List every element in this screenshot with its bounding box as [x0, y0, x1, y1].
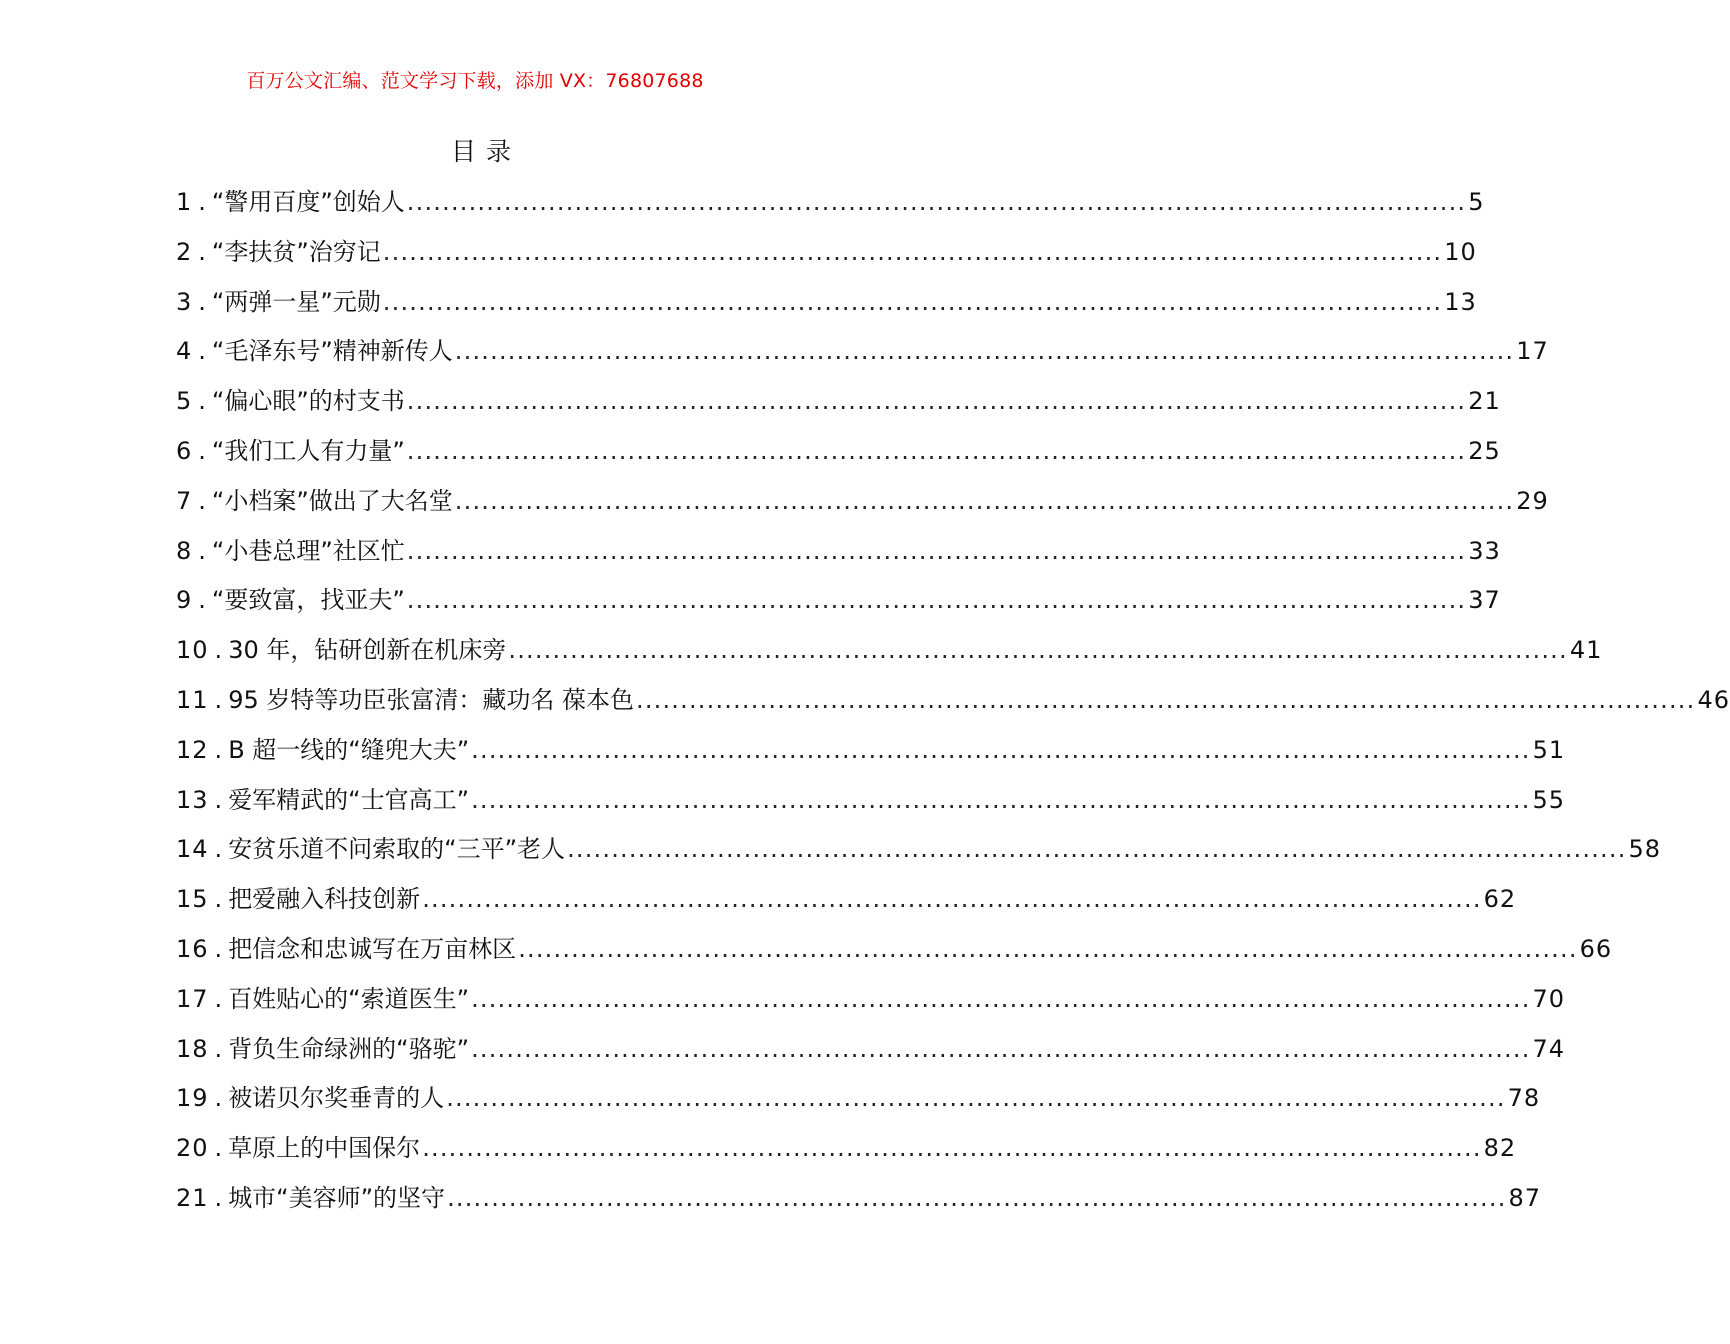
- toc-entry-leader-dots: ........................................................................................................................: [635, 685, 1696, 714]
- toc-entry[interactable]: [176, 726, 1566, 776]
- toc-entry-page-number: 5: [1468, 188, 1485, 216]
- toc-entry-title: 把爱融入科技创新: [228, 885, 421, 914]
- toc-entry-page-number: 87: [1508, 1183, 1542, 1212]
- toc-entry-leader-dots: ........................................................................................................................: [471, 1034, 1531, 1063]
- toc-entry-page-number: 78: [1507, 1084, 1541, 1113]
- toc-entry[interactable]: [176, 1174, 1542, 1224]
- toc-entry-page-number: 82: [1483, 1134, 1517, 1163]
- toc-entry-number: 2: [176, 237, 193, 266]
- toc-entry-title: “我们工人有力量”: [211, 436, 405, 465]
- toc-entry-title: “要致富，找亚夫”: [211, 586, 405, 615]
- toc-entry[interactable]: [176, 1025, 1566, 1075]
- toc-entry-page-number: 13: [1444, 287, 1477, 316]
- toc-entry-number: 19: [176, 1084, 209, 1113]
- table-of-contents: [176, 178, 1730, 1224]
- toc-entry-leader-dots: ........................................................................................................................: [471, 984, 1531, 1013]
- toc-entry-separator: .: [214, 1084, 223, 1113]
- toc-entry-title: 95 岁特等功臣张富清：藏功名 葆本色: [228, 685, 634, 714]
- toc-entry-page-number: 37: [1468, 586, 1501, 615]
- toc-entry[interactable]: [176, 975, 1566, 1025]
- toc-entry-number: 4: [176, 337, 193, 366]
- toc-entry-leader-dots: ........................................................................................................................: [454, 486, 1515, 515]
- toc-entry-separator: .: [198, 337, 206, 366]
- toc-entry-separator: .: [214, 1134, 223, 1163]
- toc-entry[interactable]: [176, 278, 1477, 328]
- toc-entry-page-number: 29: [1516, 486, 1549, 515]
- toc-entry-title: 草原上的中国保尔: [228, 1134, 421, 1163]
- toc-entry-leader-dots: ........................................................................................................................: [382, 287, 1443, 316]
- toc-entry-leader-dots: ........................................................................................................................: [406, 188, 1467, 216]
- toc-entry-title: “小巷总理”社区忙: [211, 536, 405, 565]
- toc-entry-separator: .: [198, 536, 206, 565]
- toc-entry-separator: .: [214, 735, 223, 764]
- toc-entry[interactable]: [176, 825, 1662, 875]
- toc-entry-number: 12: [176, 735, 209, 764]
- toc-entry-separator: .: [214, 984, 223, 1013]
- toc-entry-leader-dots: ........................................................................................................................: [406, 387, 1467, 416]
- toc-entry-leader-dots: ........................................................................................................................: [471, 785, 1531, 814]
- toc-entry-page-number: 66: [1579, 934, 1613, 963]
- toc-entry-page-number: 41: [1569, 636, 1603, 665]
- toc-entry-page-number: 55: [1532, 785, 1566, 814]
- toc-entry-number: 8: [176, 536, 193, 565]
- toc-entry-title: 把信念和忠诚写在万亩林区: [228, 934, 517, 963]
- toc-entry-separator: .: [198, 486, 206, 515]
- toc-entry-number: 21: [176, 1183, 209, 1212]
- toc-entry-number: 17: [176, 984, 209, 1013]
- toc-entry[interactable]: [176, 527, 1501, 577]
- toc-entry-page-number: 25: [1468, 436, 1501, 465]
- toc-entry-number: 6: [176, 436, 193, 465]
- toc-entry-title: 被诺贝尔奖垂青的人: [228, 1084, 445, 1113]
- toc-entry-separator: .: [214, 785, 223, 814]
- toc-entry-separator: .: [198, 387, 206, 416]
- toc-entry-page-number: 46: [1697, 685, 1730, 714]
- toc-entry-leader-dots: ........................................................................................................................: [382, 237, 1443, 266]
- toc-entry[interactable]: [176, 626, 1603, 676]
- toc-entry-title: “李扶贫”治穷记: [211, 237, 381, 266]
- toc-entry-separator: .: [198, 586, 206, 615]
- toc-entry-separator: .: [214, 934, 223, 963]
- toc-entry-number: 3: [176, 287, 193, 316]
- toc-entry-separator: .: [214, 885, 223, 914]
- toc-entry-leader-dots: ........................................................................................................................: [471, 735, 1531, 764]
- toc-entry-number: 5: [176, 387, 193, 416]
- toc-entry-separator: .: [214, 636, 223, 665]
- toc-entry-number: 13: [176, 785, 209, 814]
- toc-entry-separator: .: [198, 188, 206, 216]
- toc-entry-separator: .: [214, 685, 223, 714]
- toc-entry-page-number: 17: [1516, 337, 1549, 366]
- page-title: 目录: [450, 137, 521, 166]
- toc-entry-leader-dots: ........................................................................................................................: [447, 1183, 1507, 1212]
- toc-entry-number: 15: [176, 885, 209, 914]
- toc-entry-leader-dots: ........................................................................................................................: [406, 536, 1467, 565]
- toc-entry[interactable]: [176, 875, 1517, 925]
- toc-entry[interactable]: [176, 676, 1730, 726]
- toc-entry-title: “两弹一星”元勋: [211, 287, 381, 316]
- toc-entry-page-number: 70: [1532, 984, 1566, 1013]
- toc-entry-page-number: 10: [1444, 237, 1477, 266]
- toc-entry-title: “警用百度”创始人: [211, 188, 405, 216]
- toc-entry-page-number: 21: [1468, 387, 1501, 416]
- toc-entry-leader-dots: ........................................................................................................................: [508, 636, 1568, 665]
- toc-entry-page-number: 51: [1532, 735, 1566, 764]
- toc-entry-page-number: 58: [1628, 835, 1662, 864]
- toc-entry[interactable]: [176, 377, 1501, 427]
- toc-entry-number: 7: [176, 486, 193, 515]
- toc-entry[interactable]: [176, 327, 1549, 377]
- toc-entry-title: B 超一线的“缝兜大夫”: [228, 735, 470, 764]
- toc-entry-number: 10: [176, 636, 209, 665]
- toc-entry-title: “小档案”做出了大名堂: [211, 486, 453, 515]
- toc-entry[interactable]: [176, 925, 1613, 975]
- toc-entry[interactable]: [176, 576, 1501, 626]
- toc-entry[interactable]: [176, 178, 1485, 228]
- toc-entry[interactable]: [176, 776, 1566, 826]
- toc-entry-title: 爱军精武的“士官高工”: [228, 785, 470, 814]
- toc-entry-leader-dots: ........................................................................................................................: [518, 934, 1578, 963]
- toc-entry-number: 16: [176, 934, 209, 963]
- toc-entry-title: 城市“美容师”的坚守: [228, 1183, 446, 1212]
- toc-entry-separator: .: [214, 1183, 223, 1212]
- toc-entry-separator: .: [198, 287, 206, 316]
- toc-entry-title: “毛泽东号”精神新传人: [211, 337, 453, 366]
- toc-entry[interactable]: [176, 477, 1549, 527]
- toc-entry-number: 9: [176, 586, 193, 615]
- page-header-watermark: 百万公文汇编、范文学习下载，添加 VX：76807688: [246, 70, 704, 92]
- toc-entry-separator: .: [198, 436, 206, 465]
- toc-entry-leader-dots: ........................................................................................................................: [422, 885, 1482, 914]
- toc-entry-title: 背负生命绿洲的“骆驼”: [228, 1034, 470, 1063]
- toc-entry-number: 1: [176, 188, 193, 216]
- toc-entry-number: 18: [176, 1034, 209, 1063]
- toc-entry-page-number: 33: [1468, 536, 1501, 565]
- toc-entry[interactable]: [176, 427, 1501, 477]
- toc-entry-title: 安贫乐道不问索取的“三平”老人: [228, 835, 566, 864]
- toc-entry-number: 20: [176, 1134, 209, 1163]
- toc-entry-leader-dots: ........................................................................................................................: [422, 1134, 1482, 1163]
- toc-entry-number: 11: [176, 685, 209, 714]
- toc-entry-separator: .: [198, 237, 206, 266]
- toc-entry[interactable]: [176, 228, 1477, 278]
- toc-entry-leader-dots: ........................................................................................................................: [567, 835, 1627, 864]
- toc-entry-page-number: 62: [1483, 885, 1517, 914]
- toc-entry[interactable]: [176, 1074, 1541, 1124]
- toc-entry-page-number: 74: [1532, 1034, 1566, 1063]
- toc-entry-title: “偏心眼”的村支书: [211, 387, 405, 416]
- toc-entry-leader-dots: ........................................................................................................................: [446, 1084, 1506, 1113]
- toc-entry-title: 30 年，钻研创新在机床旁: [228, 636, 507, 665]
- toc-entry-leader-dots: ........................................................................................................................: [406, 586, 1467, 615]
- toc-entry-number: 14: [176, 835, 209, 864]
- toc-entry-separator: .: [214, 835, 223, 864]
- toc-entry-leader-dots: ........................................................................................................................: [454, 337, 1515, 366]
- toc-entry-title: 百姓贴心的“索道医生”: [228, 984, 470, 1013]
- toc-entry-leader-dots: ........................................................................................................................: [406, 436, 1467, 465]
- toc-entry-separator: .: [214, 1034, 223, 1063]
- toc-entry[interactable]: [176, 1124, 1517, 1174]
